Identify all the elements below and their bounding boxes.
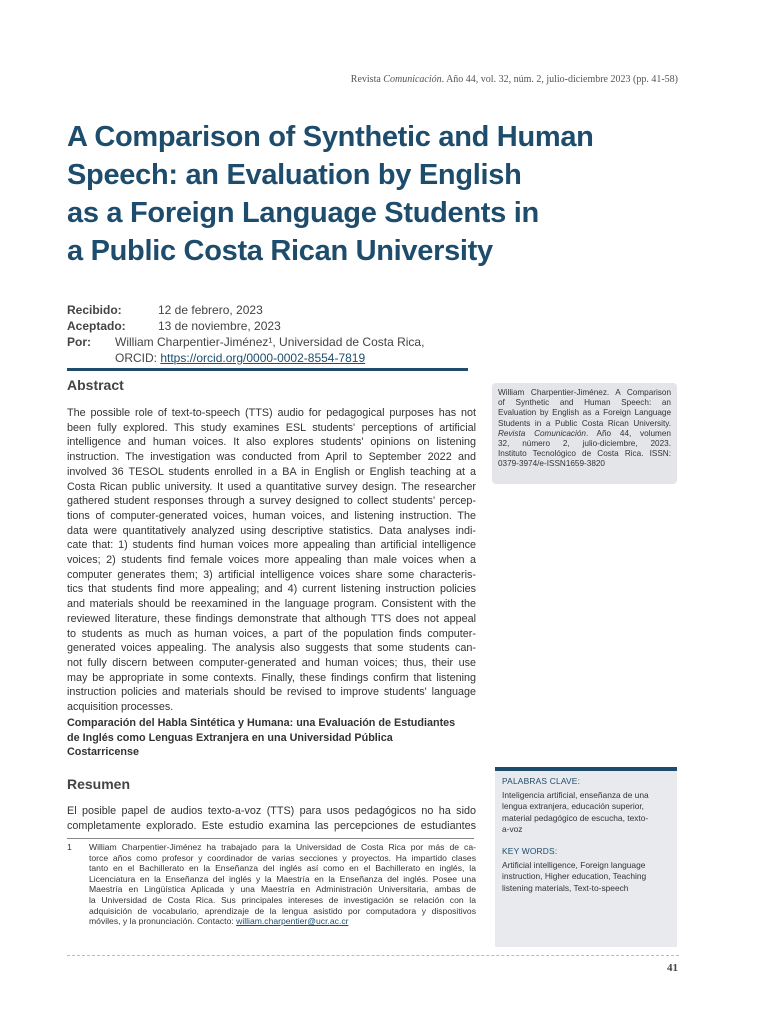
keywords-en: [502, 860, 670, 894]
author-email-link[interactable]: william.charpentier@ucr.ac.cr: [236, 916, 349, 927]
abstract-line: acquisition processes.: [67, 701, 174, 714]
abstract-line: intelligence and human voices. It also explores students' opinions on listening: [67, 436, 476, 449]
keywords-en-line: instruction, Higher education, Teaching: [502, 871, 647, 882]
abstract-line: tions of computer-generated voices, human voices, and listening instruction. The: [67, 509, 476, 522]
footer-divider: [67, 955, 679, 956]
keywords-es: [502, 790, 670, 835]
citation-line: Students in a Public Costa Rican University.: [498, 418, 671, 428]
spanish-title-line: Comparación del Habla Sintética y Humana: una Evaluación de Estudiantes: [67, 717, 456, 729]
keywords-es-line: a-voz: [502, 823, 523, 834]
footnote-text: [89, 842, 476, 927]
accepted-label: Aceptado:: [67, 319, 126, 333]
received-label: Recibido:: [67, 303, 122, 317]
accepted-date: 13 de noviembre, 2023: [158, 319, 281, 333]
citation-box: [492, 383, 677, 484]
abstract-line: and materials should be reexamined in the language program. Consistent with the: [67, 598, 476, 611]
spanish-title: [67, 716, 476, 760]
footnote-line: la Universidad de Costa Rica. Sus principales intereses de investigación se relación con la: [89, 894, 476, 905]
received-row: [67, 302, 424, 318]
citation-line: of Synthetic and Human Speech: an: [498, 398, 671, 408]
page-number: 41: [667, 962, 678, 974]
resumen-line: El posible papel de audios texto-a-voz (TTS) para usos pedagógicos no ha sido: [67, 805, 476, 817]
resumen-text: [67, 804, 476, 834]
keywords-es-heading: PALABRAS CLAVE:: [502, 776, 581, 786]
keywords-box: [495, 767, 677, 947]
abstract-line: not fully discern between computer-generated and human voices; thus, their use: [67, 656, 476, 669]
abstract-line: to students as much as human voices, a part of the population finds computer-: [67, 627, 476, 640]
title-line: A Comparison of Synthetic and Human: [67, 121, 594, 153]
article-meta: [67, 302, 424, 366]
citation-volume: . Año 44, volumen: [585, 428, 671, 438]
title-line: as a Foreign Language Students in: [67, 197, 539, 229]
abstract-text: [67, 406, 476, 715]
abstract-line: instruction policies and materials should be revised to improve students' language: [67, 686, 476, 699]
abstract-line: generated voices appealing. The analysis also suggests that some students can-: [67, 642, 476, 655]
article-title: [67, 118, 627, 270]
author-affiliation: William Charpentier-Jiménez¹, Universidad de Costa Rica,: [115, 335, 425, 349]
footnote-line: [89, 916, 476, 927]
title-line: a Public Costa Rican University: [67, 235, 493, 267]
footnote-line: tanto en el Bachillerato en la Enseñanza del inglés así como en el Bachillerato en inglés, la: [89, 863, 476, 874]
author-row: [67, 334, 424, 350]
orcid-row: [67, 350, 424, 366]
abstract-line: computer generates them; 3) artificial intelligence voices share some characteris-: [67, 568, 476, 581]
footnote-number: 1: [67, 842, 72, 852]
title-line: Speech: an Evaluation by English: [67, 159, 522, 191]
footnote-contact-label: móviles, y la pronunciación. Contacto:: [89, 916, 237, 927]
spanish-title-line: de Inglés como Lenguas Extranjera en una Universidad Pública: [67, 731, 393, 744]
section-divider: [67, 368, 468, 371]
accepted-row: [67, 318, 424, 334]
abstract-line: instruction. The investigation was conducted from April to September 2022 and: [67, 451, 476, 464]
citation-line: Instituto Tecnológico de Costa Rica. ISSN:: [498, 449, 671, 459]
journal-header: [351, 74, 678, 85]
abstract-line: been fully explored. This study examines ESL students' perceptions of artificial: [67, 421, 476, 434]
keywords-accent-bar: [495, 767, 677, 771]
keywords-es-line: material pedagógico de escucha, texto-: [502, 812, 649, 823]
footnote-line: adquisición de vocabulario, aprendizaje de la lengua asistido por computadora y dispositivos: [89, 905, 476, 916]
journal-header-issue: . Año 44, vol. 32, núm. 2, julio-diciembre 2023 (pp. 41-58): [441, 74, 678, 85]
keywords-en-line: listening materials, Text-to-speech: [502, 882, 629, 893]
abstract-line: tics that students find more appealing; and 4) current listening instruction policies: [67, 583, 476, 596]
footnote-line: torce años como profesor y coordinador de varias secciones y proyectos. Ha impartido clases: [89, 852, 476, 863]
abstract-line: The possible role of text-to-speech (TTS) audio for pedagogical purposes has not: [67, 407, 476, 419]
keywords-es-line: lengua extranjera, educación superior,: [502, 801, 645, 812]
keywords-en-line: Artificial intelligence, Foreign language: [502, 860, 646, 871]
citation-line: [498, 429, 671, 439]
keywords-es-line: Inteligencia artificial, enseñanza de una: [502, 790, 649, 801]
orcid-label: ORCID:: [115, 351, 157, 365]
abstract-line: data were quantitatively analyzed using descriptive statistics. Data analyses indi-: [67, 524, 476, 537]
citation-line: Evaluation by English as a Foreign Language: [498, 408, 671, 418]
footnote-line: Licenciatura en la Enseñanza del inglés y la Maestría en la Enseñanza del inglés. Posee una: [89, 873, 476, 884]
keywords-en-heading: KEY WORDS:: [502, 846, 558, 857]
footnote-line: William Charpentier-Jiménez ha trabajado para la Universidad de Costa Rica por más de ca-: [89, 842, 476, 852]
abstract-line: voices; 2) students find female voices more appealing than male voices when a: [67, 554, 476, 567]
footnote-divider: [67, 838, 474, 839]
citation-line: 0379-3974/e-ISSN1659-3820: [498, 459, 605, 469]
citation-line: 32, número 2, julio-diciembre, 2023.: [498, 439, 671, 449]
abstract-line: may be appropriate in some contexts. Finally, these findings confirm that listening: [67, 671, 476, 684]
by-label: Por:: [67, 335, 91, 349]
journal-name: Comunicación: [383, 74, 442, 85]
citation-journal: Revista Comunicación: [498, 428, 586, 438]
citation-line: William Charpentier-Jiménez. A Comparison: [498, 388, 671, 397]
resumen-line: completamente explorado. Este estudio examina las percepciones de estudiantes: [67, 820, 476, 832]
abstract-line: reviewed literature, these findings demonstrate that although TTS does not appeal: [67, 612, 476, 625]
abstract-line: involved 36 TESOL students enrolled in a BA in English or English teaching at a: [67, 465, 476, 478]
received-date: 12 de febrero, 2023: [158, 303, 263, 317]
resumen-heading: Resumen: [67, 776, 131, 792]
abstract-line: cate that: 1) students find human voices more appealing than artificial intelligence: [67, 539, 476, 552]
abstract-line: Costa Rican public university. It used a quantitative survey design. The researcher: [67, 480, 476, 493]
spanish-title-line: Costarricense: [67, 746, 140, 758]
abstract-heading: Abstract: [67, 377, 124, 393]
footnote-line: Maestría en Lingüística Aplicada y una Maestría en Administración Universitaria, ambas de: [89, 884, 476, 895]
journal-header-prefix: Revista: [350, 74, 384, 85]
abstract-line: gathered student responses through a survey designed to collect students' percep-: [67, 495, 476, 508]
orcid-link[interactable]: https://orcid.org/0000-0002-8554-7819: [160, 351, 366, 365]
